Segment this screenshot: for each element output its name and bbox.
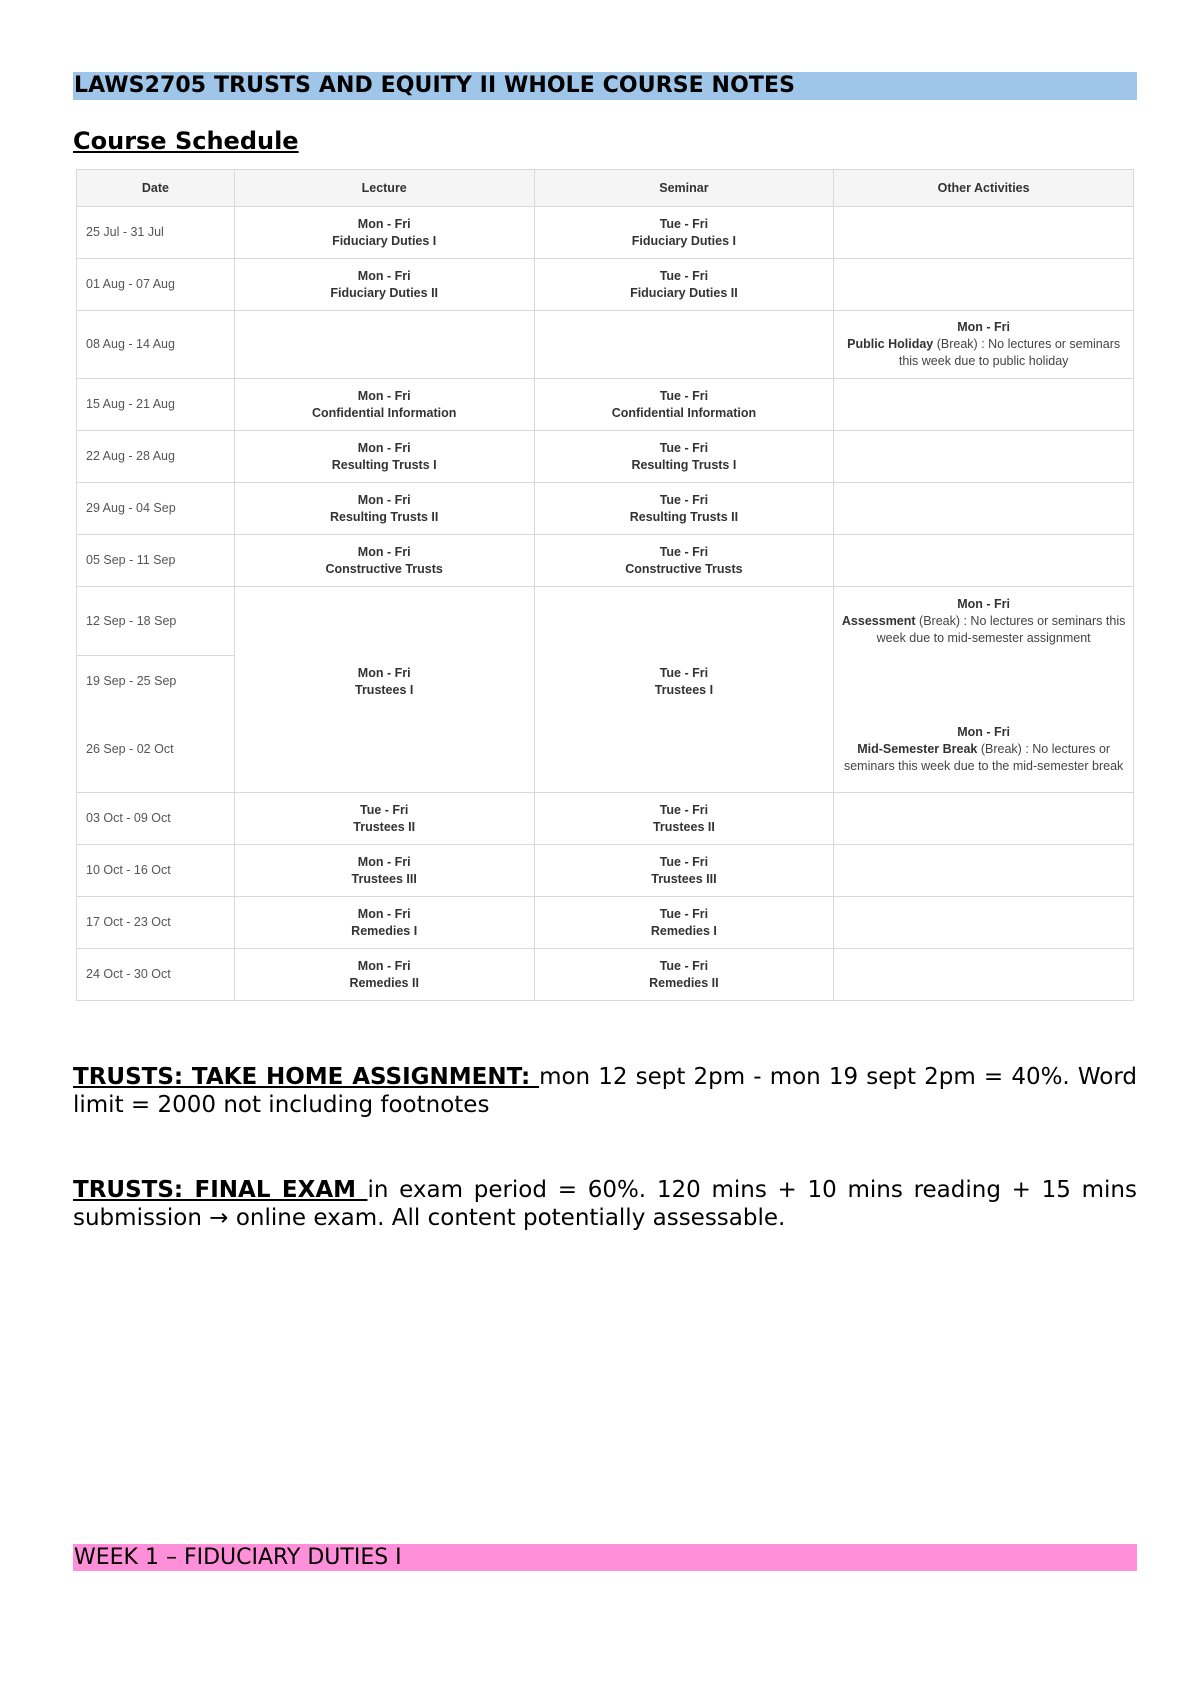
activity-days: Mon - Fri: [957, 725, 1011, 740]
date-cell: 19 Sep - 25 Sep: [77, 656, 235, 708]
lecture-topic: Trustees III: [351, 871, 417, 886]
course-schedule-table: [76, 169, 1134, 1001]
seminar-cell: [534, 587, 834, 656]
lecture-days: Mon - Fri: [357, 906, 411, 921]
seminar-cell: [534, 845, 834, 897]
seminar-topic: Trustees II: [652, 819, 715, 834]
date-cell: 12 Sep - 18 Sep: [77, 587, 235, 656]
other-activities-cell: [834, 483, 1134, 535]
activity-name: Mid-Semester Break: [857, 742, 978, 757]
seminar-cell: [534, 535, 834, 587]
seminar-cell: [534, 708, 834, 793]
activity-days: Mon - Fri: [957, 596, 1011, 611]
lecture-cell: [234, 793, 534, 845]
other-activities-cell: [834, 431, 1134, 483]
seminar-cell: [534, 949, 834, 1001]
date-cell: 01 Aug - 07 Aug: [77, 259, 235, 311]
table-row: [77, 845, 1134, 897]
table-row: [77, 949, 1134, 1001]
lecture-cell: [234, 207, 534, 259]
seminar-topic: Remedies I: [650, 923, 717, 938]
lecture-cell: [234, 535, 534, 587]
lecture-topic: Constructive Trusts: [325, 561, 443, 576]
other-activities-cell: [834, 379, 1134, 431]
activity-note: (Break) : No lectures or seminars this week due to mid-semester assignment: [876, 613, 1126, 645]
exam-text: in exam period = 60%. 120 mins + 10 mins reading + 15 mins submission → online exam. All content potentially assessable.: [73, 1177, 1137, 1231]
activity-name: Public Holiday: [847, 337, 934, 351]
seminar-days: Tue - Fri: [659, 268, 709, 283]
other-activities-cell: [834, 207, 1134, 259]
table-row: [77, 379, 1134, 431]
other-activities-cell: [834, 656, 1134, 708]
table-row: [77, 587, 1134, 656]
lecture-topic: Resulting Trusts I: [331, 457, 437, 472]
seminar-days: Tue - Fri: [659, 440, 709, 455]
lecture-cell: [234, 431, 534, 483]
lecture-topic: Trustees II: [353, 819, 416, 834]
activity-days: Mon - Fri: [957, 320, 1011, 334]
seminar-cell: [534, 483, 834, 535]
lecture-days: Mon - Fri: [357, 216, 411, 231]
lecture-cell: [234, 379, 534, 431]
assignment-text: mon 12 sept 2pm - mon 19 sept 2pm = 40%. Word limit = 2000 not including footnotes: [73, 1064, 1137, 1118]
exam-paragraph: [73, 1176, 1137, 1232]
lecture-days: Mon - Fri: [357, 440, 411, 455]
seminar-topic: Fiduciary Duties I: [631, 233, 736, 248]
lecture-cell: [234, 587, 534, 656]
seminar-days: Tue - Fri: [659, 544, 709, 559]
seminar-topic: Trustees III: [651, 871, 717, 886]
date-cell: 15 Aug - 21 Aug: [77, 379, 235, 431]
seminar-topic: Constructive Trusts: [625, 561, 743, 576]
seminar-cell: [534, 259, 834, 311]
lecture-days: Tue - Fri: [359, 802, 409, 817]
seminar-days: Tue - Fri: [659, 958, 709, 973]
table-row: [77, 793, 1134, 845]
seminar-cell: [534, 311, 834, 379]
seminar-topic: Remedies II: [649, 975, 719, 990]
column-header-lecture: Lecture: [234, 170, 534, 207]
date-cell: 10 Oct - 16 Oct: [77, 845, 235, 897]
table-row: [77, 259, 1134, 311]
lecture-cell: [234, 949, 534, 1001]
lecture-days: Mon - Fri: [357, 665, 411, 680]
activity-name: Assessment: [841, 613, 916, 628]
seminar-cell: [534, 431, 834, 483]
lecture-topic: Confidential Information: [311, 405, 457, 420]
seminar-topic: Fiduciary Duties II: [630, 285, 738, 300]
seminar-topic: Resulting Trusts II: [629, 509, 739, 524]
lecture-topic: Remedies I: [351, 923, 418, 938]
date-cell: 25 Jul - 31 Jul: [77, 207, 235, 259]
date-cell: 17 Oct - 23 Oct: [77, 897, 235, 949]
lecture-cell: [234, 311, 534, 379]
seminar-cell: [534, 897, 834, 949]
table-row: [77, 431, 1134, 483]
lecture-days: Mon - Fri: [357, 268, 411, 283]
lecture-topic: Trustees I: [355, 682, 414, 697]
date-cell: 03 Oct - 09 Oct: [77, 793, 235, 845]
lecture-cell: [234, 259, 534, 311]
schedule-heading: Course Schedule: [73, 127, 299, 155]
other-activities-cell: [834, 897, 1134, 949]
lecture-cell: [234, 845, 534, 897]
seminar-topic: Resulting Trusts I: [631, 457, 737, 472]
column-header-seminar: Seminar: [534, 170, 834, 207]
seminar-days: Tue - Fri: [659, 802, 709, 817]
lecture-topic: Remedies II: [349, 975, 419, 990]
document-title-bar: [73, 72, 1137, 100]
other-activities-cell: [834, 949, 1134, 1001]
week-heading: WEEK 1 – FIDUCIARY DUTIES I: [74, 1545, 402, 1570]
seminar-days: Tue - Fri: [659, 388, 709, 403]
lecture-cell: [234, 708, 534, 793]
lecture-days: Mon - Fri: [357, 544, 411, 559]
date-cell: 05 Sep - 11 Sep: [77, 535, 235, 587]
table-row: [77, 708, 1134, 793]
date-cell: 22 Aug - 28 Aug: [77, 431, 235, 483]
date-cell: 08 Aug - 14 Aug: [77, 311, 235, 379]
lecture-cell: [234, 656, 534, 708]
date-cell: 29 Aug - 04 Sep: [77, 483, 235, 535]
table-row: [77, 483, 1134, 535]
other-activities-cell: [834, 845, 1134, 897]
date-cell: 24 Oct - 30 Oct: [77, 949, 235, 1001]
week-heading-bar: [73, 1544, 1137, 1571]
lecture-topic: Fiduciary Duties II: [330, 285, 439, 300]
lecture-days: Mon - Fri: [357, 854, 411, 869]
lecture-topic: Fiduciary Duties I: [332, 233, 437, 248]
table-header-row: [77, 170, 1134, 207]
table-row: [77, 207, 1134, 259]
assignment-paragraph: [73, 1063, 1137, 1119]
lecture-cell: [234, 483, 534, 535]
seminar-days: Tue - Fri: [659, 665, 709, 680]
lecture-topic: Resulting Trusts II: [330, 509, 439, 524]
assignment-lead: TRUSTS: TAKE HOME ASSIGNMENT:: [73, 1064, 540, 1090]
exam-lead: TRUSTS: FINAL EXAM: [73, 1177, 368, 1203]
date-cell: 26 Sep - 02 Oct: [77, 708, 235, 793]
seminar-cell: [534, 793, 834, 845]
document-title: LAWS2705 TRUSTS AND EQUITY II WHOLE COURSE NOTES: [74, 73, 796, 98]
other-activities-cell: [834, 259, 1134, 311]
table-row: [77, 535, 1134, 587]
other-activities-cell: [834, 587, 1134, 656]
lecture-days: Mon - Fri: [357, 958, 411, 973]
seminar-topic: Confidential Information: [611, 405, 757, 420]
seminar-cell: [534, 656, 834, 708]
other-activities-cell: [834, 708, 1134, 793]
lecture-cell: [234, 897, 534, 949]
seminar-topic: Trustees I: [654, 682, 714, 697]
seminar-cell: [534, 207, 834, 259]
lecture-days: Mon - Fri: [357, 388, 411, 403]
other-activities-cell: [834, 311, 1134, 379]
other-activities-cell: [834, 793, 1134, 845]
table-row: [77, 897, 1134, 949]
table-row: [77, 656, 1134, 708]
table-row: [77, 311, 1134, 379]
other-activities-cell: [834, 535, 1134, 587]
seminar-cell: [534, 379, 834, 431]
lecture-days: Mon - Fri: [357, 492, 411, 507]
seminar-days: Tue - Fri: [659, 216, 709, 231]
activity-note: (Break) : No lectures or seminars this week due to the mid-semester break: [843, 742, 1124, 774]
column-header-other-activities: Other Activities: [834, 170, 1134, 207]
seminar-days: Tue - Fri: [659, 492, 709, 507]
seminar-days: Tue - Fri: [659, 854, 709, 869]
column-header-date: Date: [77, 170, 235, 207]
activity-note: (Break) : No lectures or seminars this week due to public holiday: [898, 337, 1121, 368]
seminar-days: Tue - Fri: [659, 906, 709, 921]
